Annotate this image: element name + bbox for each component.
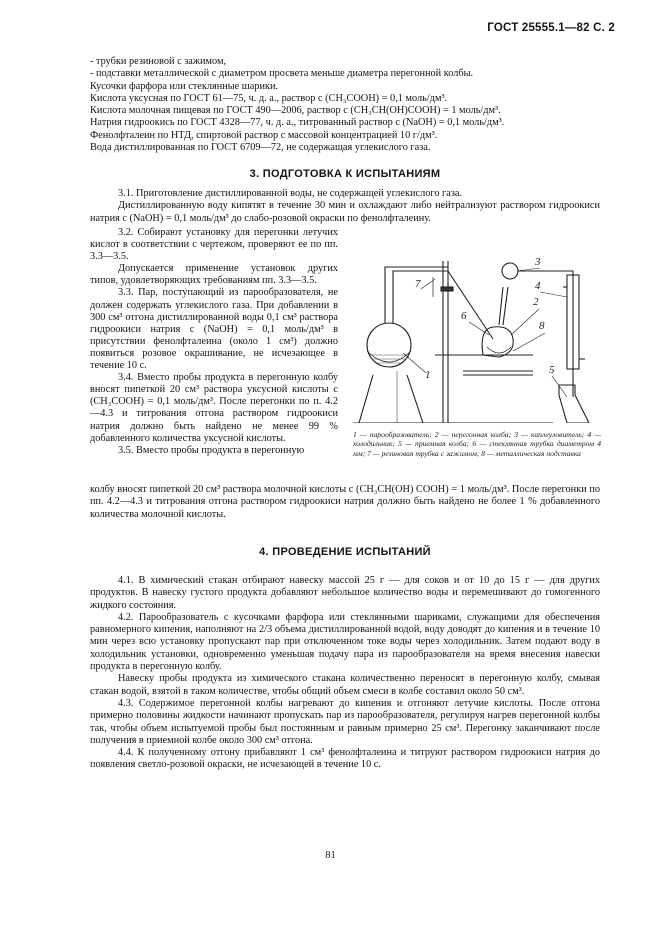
paragraph-3-3: 3.3. Пар, поступающий из парообразователя, не должен содержать углекислого газа. При добавлении в 300 см³ отгона дистиллированной воды 0,1 см³ раствора гидроокиси натрия c (NaOH) = 0,1 моль/дм³ в присутствии фенолфталеина (около 1 см³) должно появиться розовое окрашивание, не исчезающее в течение 10 с. [90,287,338,372]
tripod-left [359,375,423,423]
paragraph-3-5-body: колбу вносят пипеткой 20 см³ раствора молочной кислоты c (CH₃CH(OH) COOH) = 1 моль/дм³. После перегонки по пп. 4.2—4.3 и титрования отгона раствором гидроокиси натрия должно быть найдено не более 1 % добавленного количества молочной кислоты. [90,484,600,520]
section-3-title: 3. ПОДГОТОВКА К ИСПЫТАНИЯМ [249,168,441,180]
condenser-tube [518,271,573,397]
section-4-title: 4. ПРОВЕДЕНИЕ ИСПЫТАНИЙ [259,546,431,558]
list-item: Кусочки фарфора или стеклянные шарики. [90,80,279,92]
figure-label-5: 5 [549,364,555,376]
section-3-intro [90,188,600,225]
paragraph-3-5-continuation [90,484,600,521]
paragraph-4-3: 4.3. Содержимое перегонной колбы нагревают до кипения и отгоняют летучие кислоты. После отгона примерно половины жидкости начинают пропускать пар из парообразователя, регулируя нагрев перегонной колбы так, чтобы объем испытуемой пробы был постоянным и равным примерно 25 см³. Перегонку заканчивают после получения в приемной колбе около 300 см³ отгона. [90,697,600,746]
figure-caption: 1 — парообразователь; 2 — перегонная колба; 3 — каплеуловитель; 4 — холодильник; 5 — приемная колба; 6 — стеклянная трубка диаметром 4 мм; 7 — резиновая трубка с зажимом; 8 — металлическая подставка [353,430,601,458]
figure-label-2: 2 [533,296,539,308]
distillation-apparatus-figure [353,247,601,423]
steam-generator-flask [367,323,411,367]
spray-trap [502,263,518,279]
paragraph-3-5-start: 3.5. Вместо пробы продукта в перегонную [118,444,305,456]
list-item: Натрия гидроокись по ГОСТ 4328—77, ч. д. а., титрованный раствор c (NaOH) = 0,1 моль/дм³. [90,117,505,129]
figure-label-6: 6 [461,310,467,322]
figure-label-7: 7 [415,278,421,290]
paragraph-3-4: 3.4. Вместо пробы продукта в перегонную колбу вносят пипеткой 20 см³ раствора уксусной кислоты c (CH₃COOH) = 0,1 моль/дм³. После перегонки по п. 4.2—4.3 и титрования отгона раствором гидроокиси натрия должно быть найдено не менее 99 % добавленного количества уксусной кислоты. [90,372,338,444]
inlet-tube [448,271,493,339]
paragraph-4-4: 4.4. К полученному отгону прибавляют 1 см³ фенолфталеина и титруют раствором гидроокиси натрия до появления светло-розовой окраски, не исчезающей в течение 10 с. [90,747,600,771]
section-4-body [90,575,600,772]
paragraph-3-1-body: Дистиллированную воду кипятят в течение 30 мин и охлаждают либо нейтрализуют раствором гидроокиси натрия c (NaOH) = 0,1 моль/дм³ до слабо-розовой окраски по фенолфталеину. [90,200,600,224]
list-item: - подставки металлической с диаметром просвета меньше диаметра перегонной колбы. [90,68,474,80]
list-item: Вода дистиллированная по ГОСТ 6709—72, не содержащая углекислого газа. [90,142,431,154]
figure-label-3: 3 [535,256,541,268]
paragraph-4-2-note: Навеску пробы продукта из химического стакана количественно переносят в перегонную колбу, смывая стакан водой, взятой в таком количестве, чтобы общий объем смеси в колбе составил около 50 см³. [90,673,600,697]
figure-label-8: 8 [539,320,545,332]
left-column-text [90,227,338,457]
list-item: Кислота молочная пищевая по ГОСТ 490—2006, раствор c (CH₃CH(OH)COOH) = 1 моль/дм³. [90,105,501,117]
figure-label-1: 1 [425,369,431,381]
figure-label-4: 4 [535,280,541,292]
page-header: ГОСТ 25555.1—82 С. 2 [487,22,615,34]
paragraph-4-1: 4.1. В химический стакан отбирают навеску массой 25 г — для соков и от 10 до 15 г — для других продуктов. В навеску густого продукта добавляют небольшое количество воды и перемешивают до гомогенного жидкого состояния. [90,575,600,611]
materials-list [90,56,600,154]
receiving-flask [559,385,589,423]
distillation-flask [482,327,513,357]
paragraph-4-2: 4.2. Парообразователь с кусочками фарфора или стеклянными шариками, служащими для обеспечения равномерного кипения, наполняют на 2/3 объема дистиллированной водой, воду доводят до кипения и в течение 10 мин через всю установку пропускают пар при отключенном токе воды через холодильник. Затем подают воду в холодильник установки, одновременно уменьшая подачу пара из парообразователя на время внесения навески продукта в перегонную колбу. [90,611,600,673]
list-item: - трубки резиновой с зажимом, [90,56,227,67]
page-number: 81 [325,850,336,861]
paragraph-3-1: 3.1. Приготовление дистиллированной воды, не содержащей углекислого газа. [118,188,463,199]
list-item: Фенолфталеин по НТД, спиртовой раствор с массовой концентрацией 10 г/дм³. [90,129,438,141]
paragraph-3-2: 3.2. Собирают установку для перегонки летучих кислот в соответствии с чертежом, проверяют ее по пп. 3.3—3.5. [90,227,338,263]
list-item: Кислота уксусная по ГОСТ 61—75, ч. д. а., раствор c (CH₃COOH) = 0,1 моль/дм³. [90,92,448,104]
steam-tube [385,267,448,323]
paragraph-3-2-note: Допускается применение установок других типов, удовлетворяющих требованиям пп. 3.3—3.5. [90,263,338,287]
